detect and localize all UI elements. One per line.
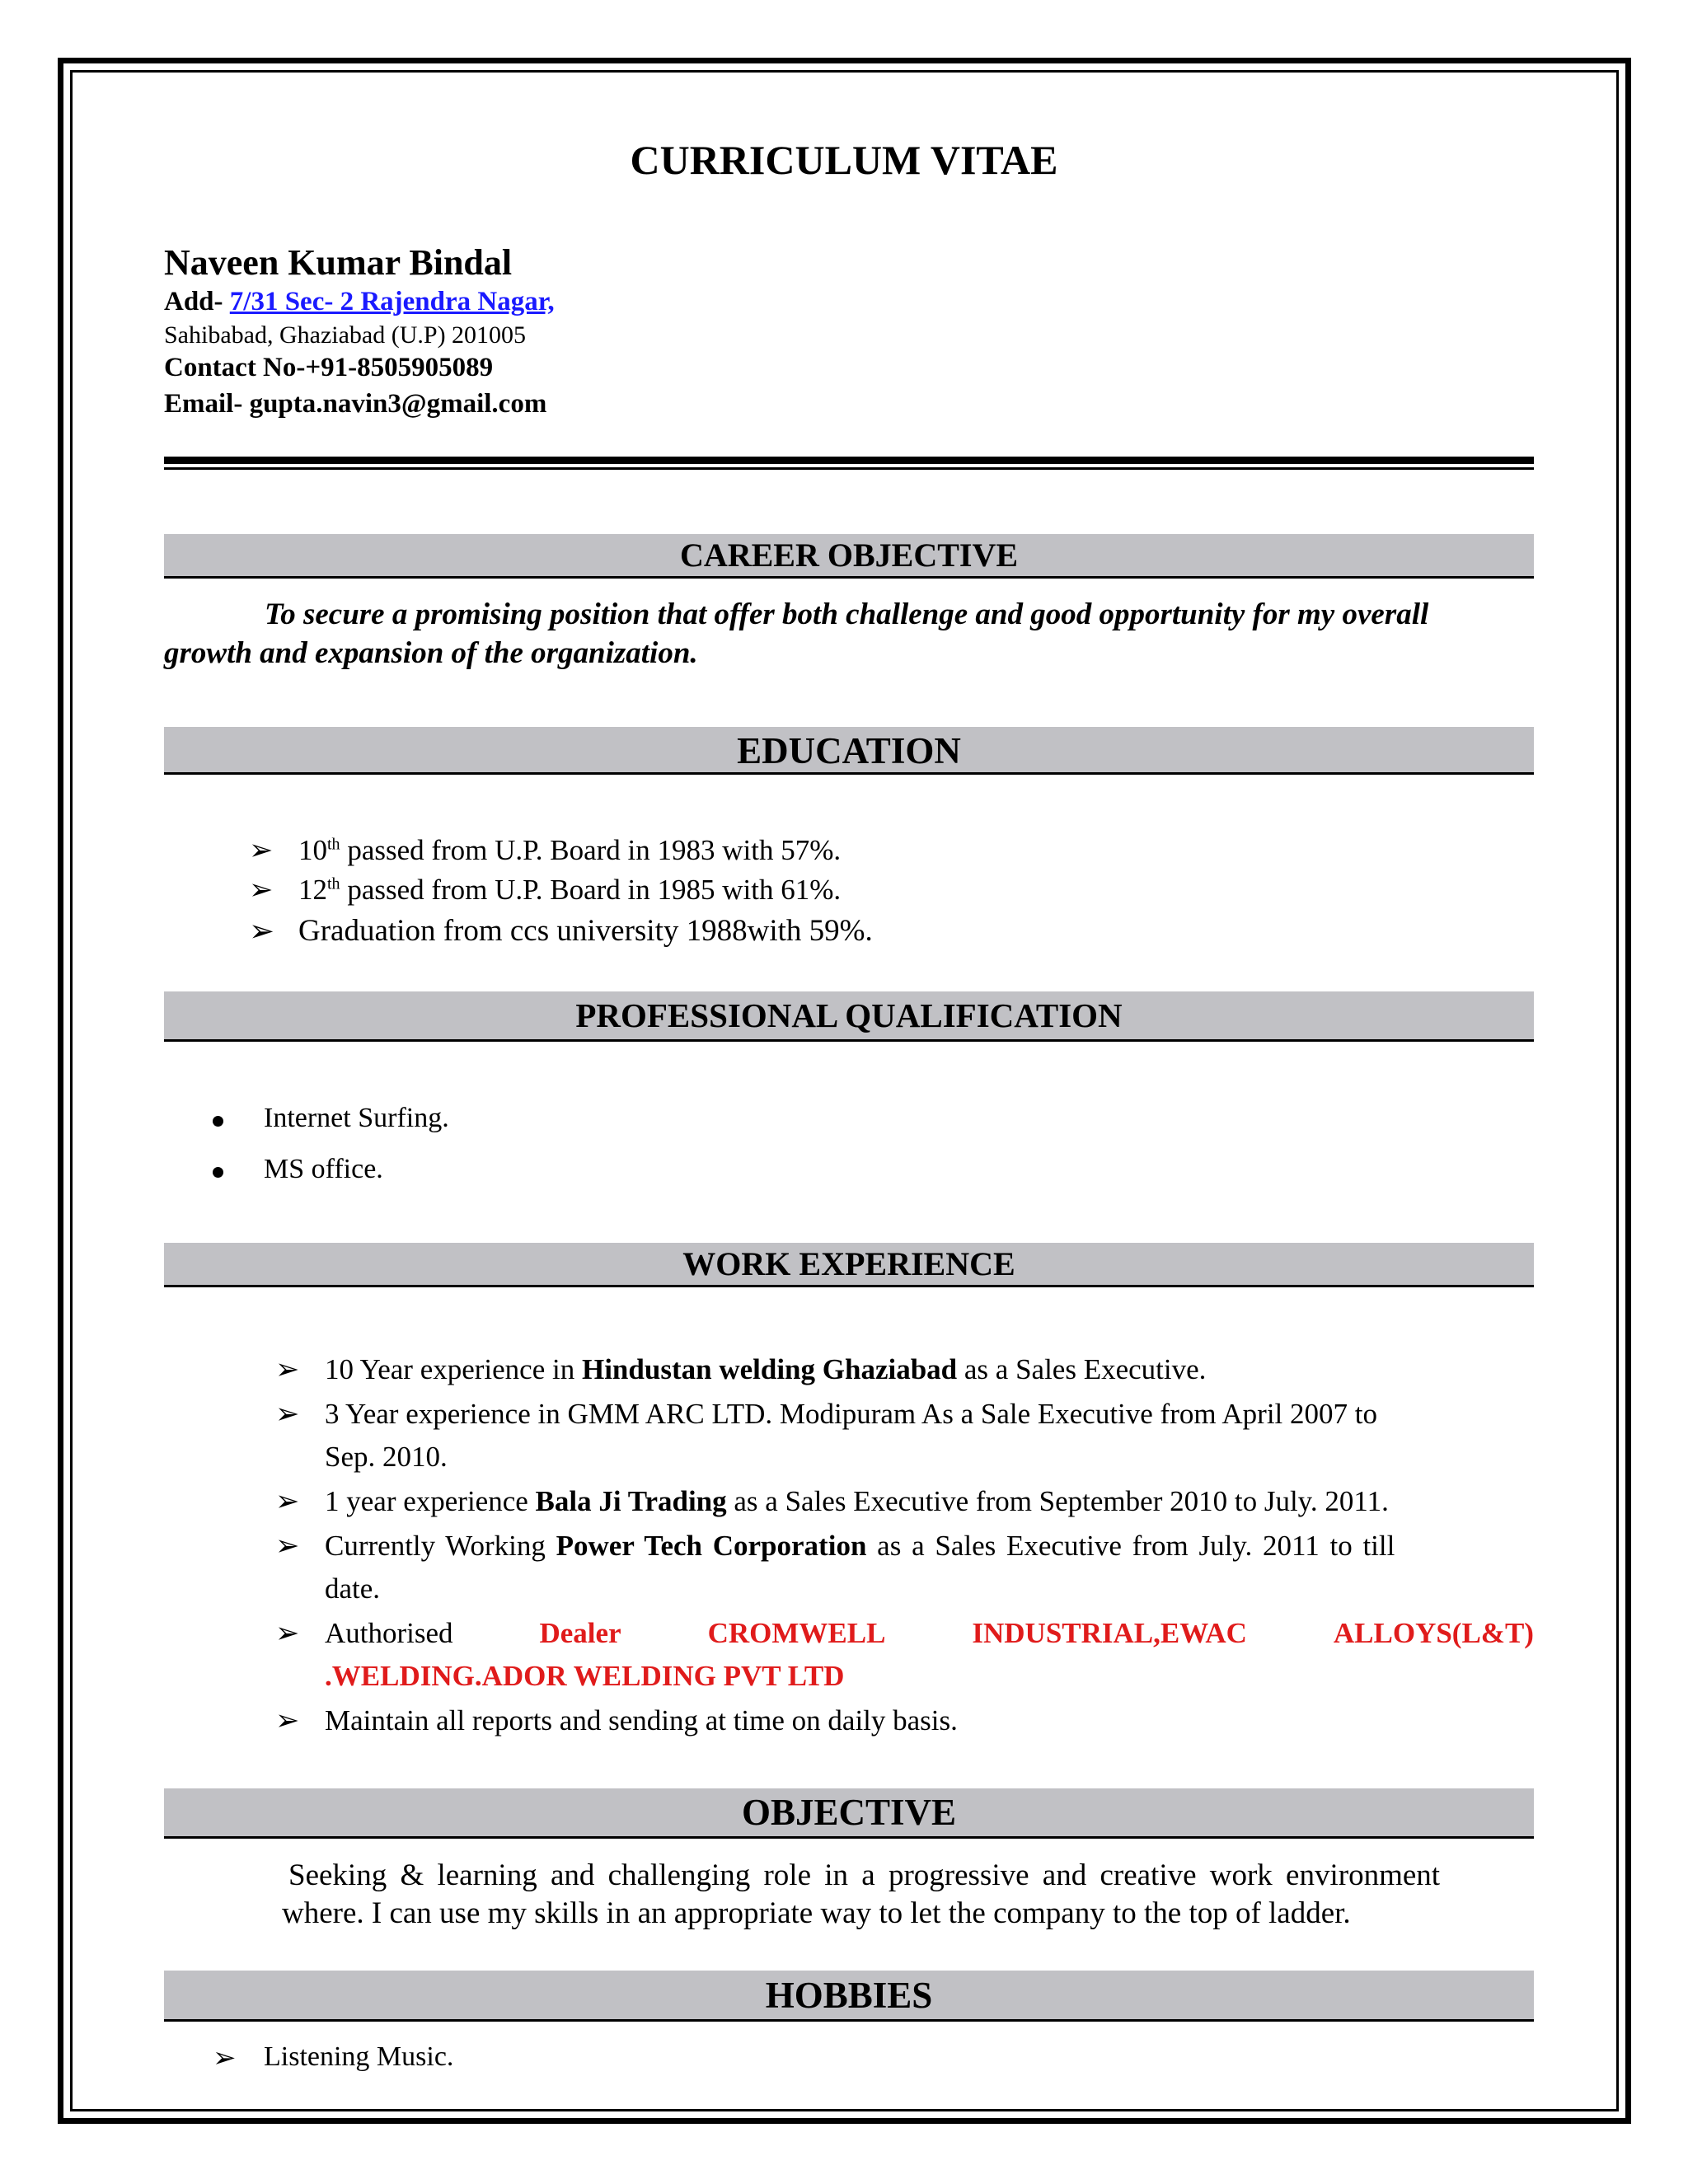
list-item: ➢ 1 year experience Bala Ji Trading as a Sales Executive from September 2010 to July. 2011. [275,1480,1534,1525]
arrow-bullet-icon: ➢ [275,1617,300,1650]
dot-bullet-icon [213,1116,223,1127]
email-address: Email- gupta.navin3@gmail.com [164,389,547,419]
arrow-bullet-icon: ➢ [275,1353,300,1386]
address-link[interactable]: 7/31 Sec- 2 Rajendra Nagar, [229,287,555,316]
section-heading-education: EDUCATION [164,727,1534,775]
section-heading-career-objective: CAREER OBJECTIVE [164,534,1534,579]
list-item: Internet Surfing. [213,1103,449,1154]
section-heading-objective: OBJECTIVE [164,1788,1534,1839]
objective-text [282,1857,1534,1933]
objective-line-2: where. I can use my skills in an appropriate way to let the company to the top of ladder. [282,1896,1351,1930]
document-title: CURRICULUM VITAE [630,137,1058,183]
work-experience-list [275,1348,1534,1744]
arrow-bullet-icon: ➢ [275,1530,300,1563]
candidate-name: Naveen Kumar Bindal [164,242,513,283]
list-item: ➢ 10th passed from U.P. Board in 1983 with 57%. [249,834,842,867]
section-heading-professional-qualification: PROFESSIONAL QUALIFICATION [164,991,1534,1042]
header-divider-thick [164,457,1534,464]
list-item: ➢ Currently Working Power Tech Corporation as a Sales Executive from July. 2011 to till date. [275,1525,1534,1612]
qualification-list [213,1103,449,1205]
header-divider-thin [164,467,1534,470]
objective-line-1: Seeking & learning and challenging role in a progressive and creative work environment [288,1858,1441,1892]
list-item: ➢ 3 Year experience in GMM ARC LTD. Modipuram As a Sale Executive from April 2007 to Sep. 2010. [275,1393,1534,1480]
city-line: Sahibabad, Ghaziabad (U.P) 201005 [164,321,527,349]
dot-bullet-icon [213,1167,223,1178]
arrow-bullet-icon: ➢ [275,1398,300,1431]
arrow-bullet-icon: ➢ [249,834,274,867]
list-item: ➢ Graduation from ccs university 1988with 59%. [249,913,873,949]
arrow-bullet-icon: ➢ [249,913,275,949]
address-line [164,287,555,317]
career-objective-line-2: growth and expansion of the organization. [164,636,698,670]
education-list [249,834,873,953]
list-item: ➢ 10 Year experience in Hindustan welding Ghaziabad as a Sales Executive. [275,1348,1534,1393]
career-objective-text [164,595,1534,673]
list-item: MS office. [213,1154,449,1205]
arrow-bullet-icon: ➢ [213,2041,237,2074]
address-label: Add- [164,287,223,316]
list-item: ➢ Authorised Dealer CROMWELL INDUSTRIAL,EWAC ALLOYS(L&T) .WELDING.ADOR WELDING PVT LTD [275,1612,1534,1699]
arrow-bullet-icon: ➢ [275,1704,300,1737]
contact-number: Contact No-+91-8505905089 [164,353,494,382]
list-item: ➢ 12th passed from U.P. Board in 1985 with 61%. [249,874,842,907]
arrow-bullet-icon: ➢ [249,874,274,907]
arrow-bullet-icon: ➢ [275,1485,300,1518]
section-heading-hobbies: HOBBIES [164,1971,1534,2022]
list-item: ➢ Maintain all reports and sending at time on daily basis. [275,1699,1534,1744]
section-heading-work-experience: WORK EXPERIENCE [164,1243,1534,1287]
list-item: ➢ Listening Music. [213,2041,454,2074]
hobbies-list [213,2041,453,2081]
career-objective-line-1: To secure a promising position that offer both challenge and good opportunity for my overall [265,598,1429,631]
